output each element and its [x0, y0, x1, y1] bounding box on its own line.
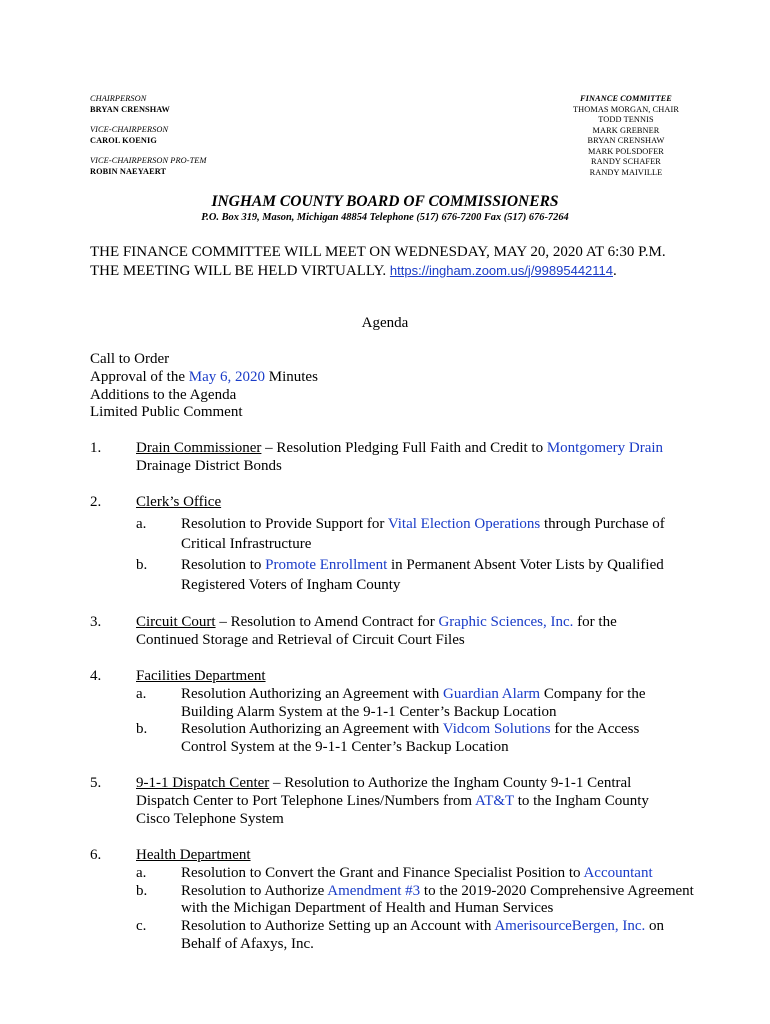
- committee-member: BRYAN CRENSHAW: [587, 136, 665, 145]
- committee-member: RANDY SCHAFER: [591, 157, 661, 166]
- item-department: Facilities Department: [136, 668, 266, 684]
- resolution-link[interactable]: AmerisourceBergen, Inc.: [494, 918, 646, 935]
- sub-item: b. Resolution to Promote Enrollment in Permanent Absent Voter Lists by Qualified Registered Voters of Ingham County: [136, 556, 664, 594]
- item-number: 4.: [90, 668, 102, 684]
- resolution-link[interactable]: Montgomery Drain: [546, 440, 664, 456]
- sub-item: b. Resolution to Authorize Amendment #3 to the 2019-2020 Comprehensive Agreement with the Michigan Department of Health and Human Services: [136, 882, 694, 917]
- resolution-link[interactable]: Guardian Alarm: [443, 685, 541, 702]
- finance-committee-roster: [573, 94, 679, 178]
- item-number: 1.: [90, 440, 102, 456]
- resolution-link[interactable]: Accountant: [583, 864, 653, 881]
- public-comment: Limited Public Comment: [90, 404, 243, 421]
- sub-item: b. Resolution Authorizing an Agreement with Vidcom Solutions for the Access Control System at the 9-1-1 Center’s Backup Location: [136, 721, 640, 756]
- resolution-link[interactable]: Amendment #3: [327, 882, 421, 899]
- resolution-link[interactable]: Vidcom Solutions: [442, 721, 551, 738]
- item-number: 6.: [90, 847, 102, 863]
- committee-member: MARK GREBNER: [592, 125, 660, 135]
- resolution-link[interactable]: Graphic Sciences, Inc.: [438, 614, 574, 630]
- agenda-heading: Agenda: [361, 315, 409, 331]
- officer-name: ROBIN NAEYAERT: [90, 166, 167, 176]
- board-title: INGHAM COUNTY BOARD OF COMMISSIONERS: [211, 193, 559, 210]
- resolution-link[interactable]: Vital Election Operations: [387, 515, 541, 532]
- notice-line-1: THE FINANCE COMMITTEE WILL MEET ON WEDNESDAY, MAY 20, 2020 AT 6:30 P.M.: [90, 244, 666, 260]
- officer-name: CAROL KOENIG: [90, 135, 157, 145]
- item-department: Clerk’s Office: [136, 494, 222, 510]
- sub-item: a. Resolution to Provide Support for Vital Election Operations through Purchase of Critical Infrastructure: [136, 515, 665, 553]
- sub-item: a. Resolution Authorizing an Agreement with Guardian Alarm Company for the Building Alarm System at the 9-1-1 Center’s Backup Location: [136, 685, 646, 720]
- officer-role: VICE-CHAIRPERSON: [90, 125, 169, 134]
- opening-items: [90, 351, 318, 422]
- minutes-link[interactable]: May 6, 2020: [188, 368, 265, 385]
- resolution-link[interactable]: Promote Enrollment: [265, 556, 388, 573]
- item-department: Drain Commissioner: [136, 440, 262, 456]
- approval-minutes: Approval of the May 6, 2020 Minutes: [90, 368, 318, 385]
- officers-list: [90, 94, 206, 177]
- resolution-link[interactable]: AT&T: [475, 792, 514, 809]
- item-department: 9-1-1 Dispatch Center: [136, 775, 270, 791]
- zoom-link[interactable]: https://ingham.zoom.us/j/99895442114: [389, 262, 613, 278]
- item-number: 2.: [90, 494, 102, 510]
- committee-member: MARK POLSDOFER: [588, 146, 664, 156]
- finance-committee-heading: FINANCE COMMITTEE: [580, 94, 672, 103]
- committee-member: THOMAS MORGAN, CHAIR: [573, 104, 679, 114]
- item-number: 5.: [90, 775, 102, 791]
- committee-member: RANDY MAIVILLE: [589, 167, 663, 177]
- meeting-notice: [90, 244, 666, 280]
- officer-role: VICE-CHAIRPERSON PRO-TEM: [90, 156, 207, 165]
- item-department: Circuit Court: [136, 614, 216, 630]
- notice-line-2: THE MEETING WILL BE HELD VIRTUALLY. https://ingham.zoom.us/j/99895442114.: [90, 262, 617, 279]
- sub-item: a. Resolution to Convert the Grant and Finance Specialist Position to Accountant: [136, 864, 653, 881]
- officer-name: BRYAN CRENSHAW: [90, 104, 170, 114]
- call-to-order: Call to Order: [90, 351, 170, 367]
- board-address: P.O. Box 319, Mason, Michigan 48854 Telephone (517) 676-7200 Fax (517) 676-7264: [201, 212, 569, 223]
- item-department: Health Department: [136, 847, 251, 863]
- committee-member: TODD TENNIS: [598, 115, 654, 124]
- officer-role: CHAIRPERSON: [90, 94, 147, 103]
- item-number: 3.: [90, 614, 102, 630]
- additions-to-agenda: Additions to the Agenda: [90, 386, 237, 403]
- sub-item: c. Resolution to Authorize Setting up an Account with AmerisourceBergen, Inc. on Behalf of Afaxys, Inc.: [136, 918, 664, 952]
